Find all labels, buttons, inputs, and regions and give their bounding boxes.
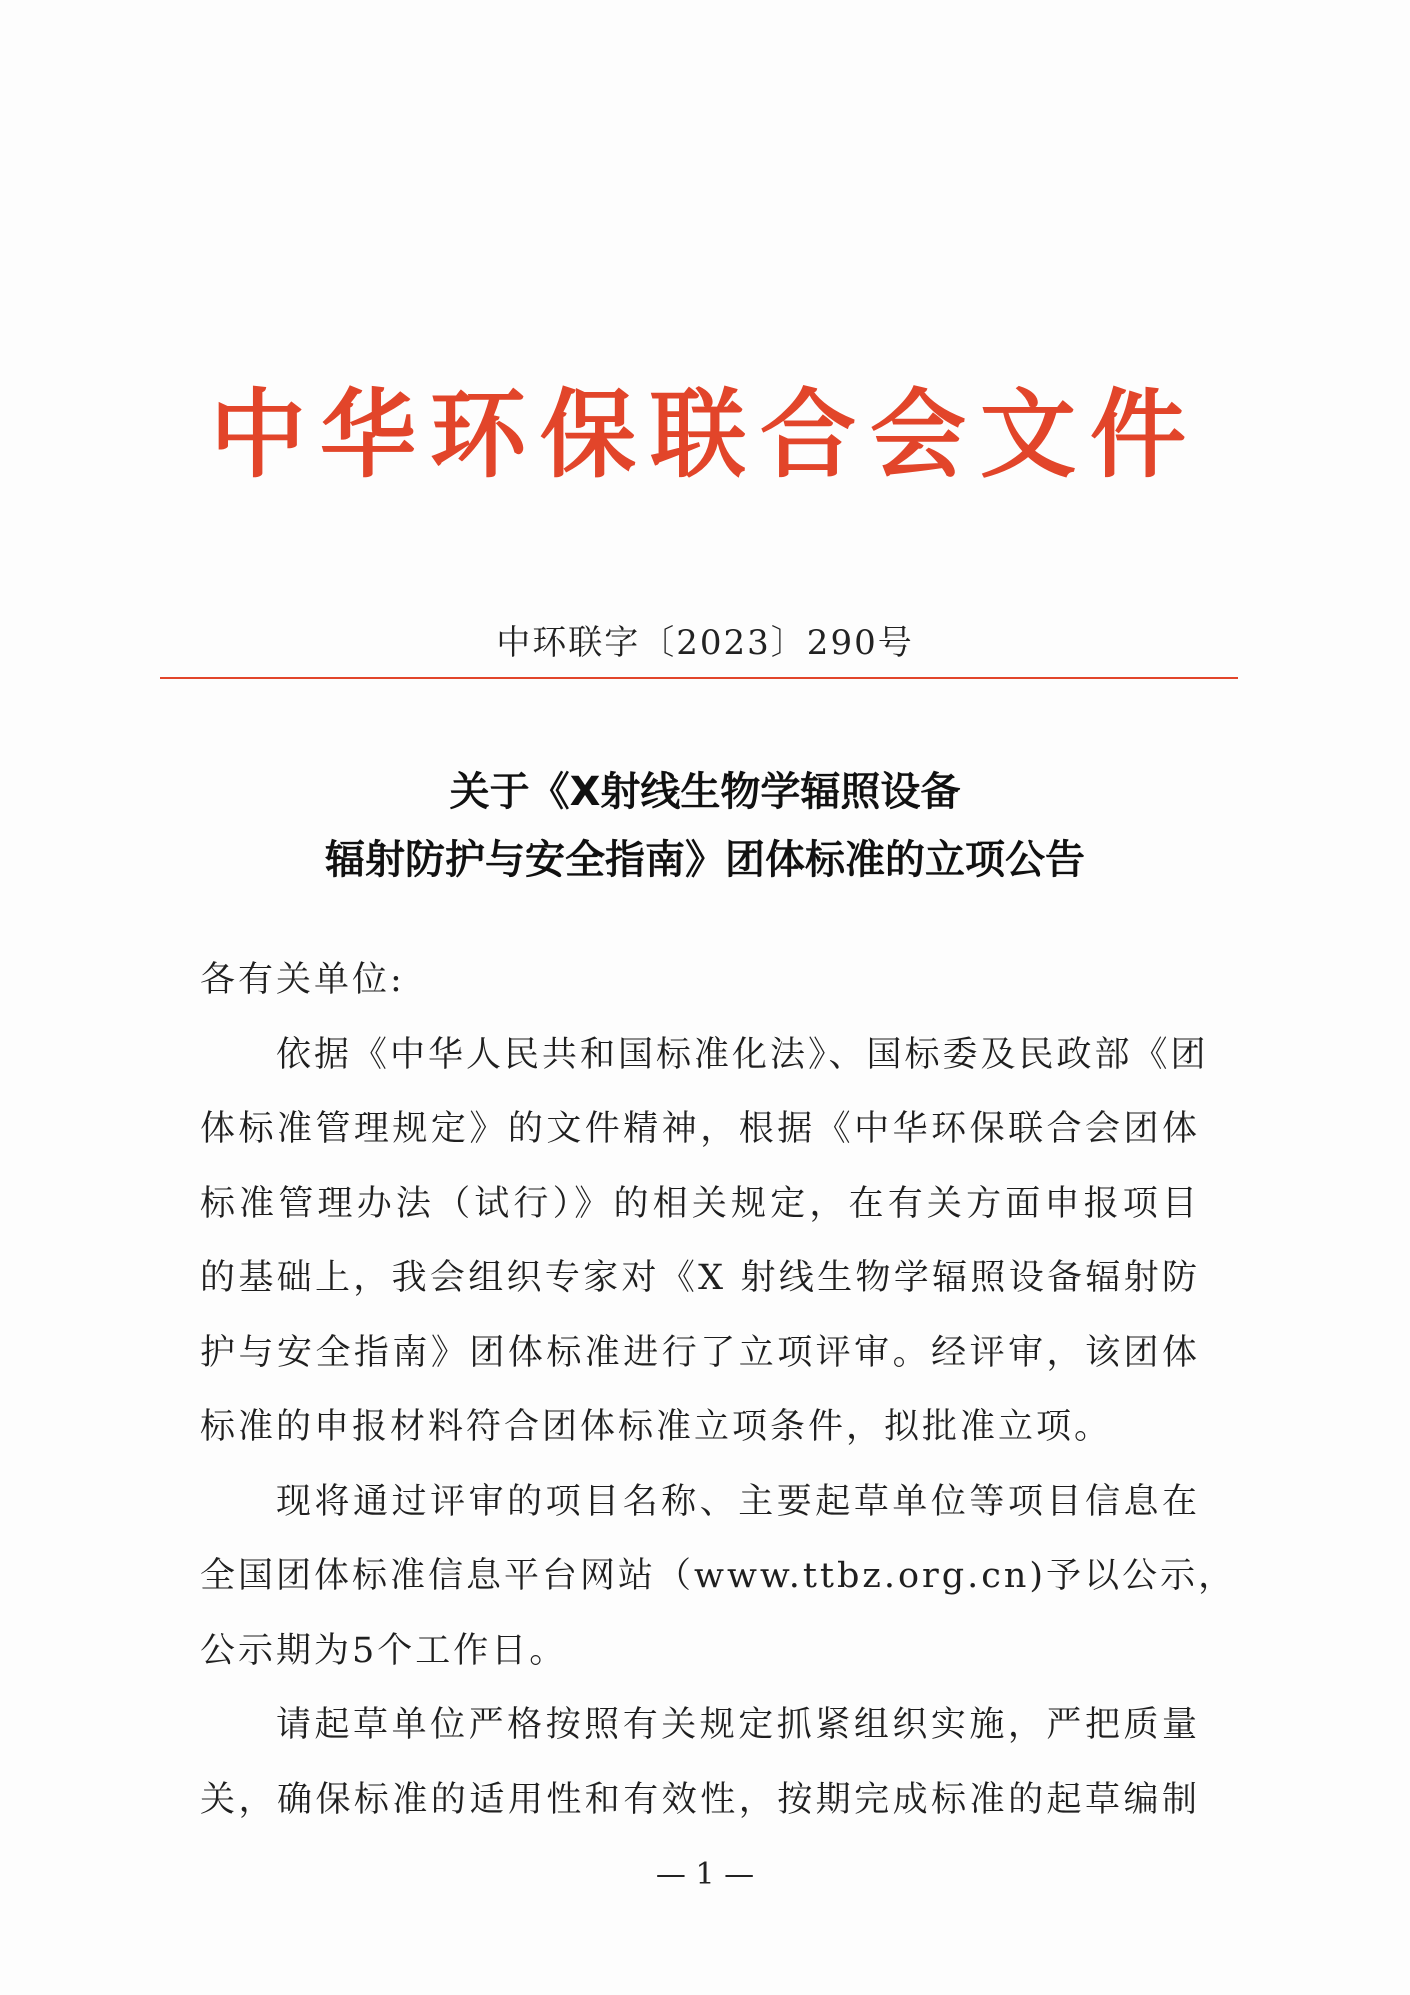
- body-line: 标准的申报材料符合团体标准立项条件，拟批准立项。: [200, 1407, 1113, 1447]
- body-line: 关，确保标准的适用性和有效性，按期完成标准的起草编制: [200, 1779, 1200, 1820]
- red-divider-line: [160, 677, 1238, 679]
- announcement-title: [0, 758, 1410, 894]
- document-number: 中环联字〔2023〕290号: [496, 623, 914, 663]
- body-line: 请起草单位严格按照有关规定抓紧组织实施，严把质量: [276, 1705, 1200, 1745]
- body-line: 的基础上，我会组织专家对《X 射线生物学辐照设备辐射防: [200, 1258, 1200, 1298]
- masthead-title: 中华环保联合会文件: [210, 379, 1200, 491]
- body-text: [200, 943, 1237, 1837]
- body-line: 依据《中华人民共和国标准化法》、国标委及民政部《团: [276, 1034, 1209, 1075]
- salutation: 各有关单位:: [200, 960, 405, 1000]
- title-line-2: 辐射防护与安全指南》团体标准的立项公告: [325, 837, 1085, 883]
- title-line-1: 关于《X射线生物学辐照设备: [449, 769, 961, 815]
- body-line: 公示期为5个工作日。: [200, 1630, 568, 1671]
- body-line: 标准管理办法（试行）》的相关规定，在有关方面申报项目: [200, 1183, 1200, 1224]
- body-line: 体标准管理规定》的文件精神，根据《中华环保联合会团体: [200, 1109, 1200, 1149]
- body-line: 现将通过评审的项目名称、主要起草单位等项目信息在: [276, 1481, 1200, 1522]
- body-line: 护与安全指南》团体标准进行了立项评审。经评审，该团体: [200, 1332, 1200, 1373]
- page-number: — 1 —: [655, 1857, 755, 1892]
- body-line: 全国团体标准信息平台网站（www.ttbz.org.cn)予以公示，: [200, 1556, 1237, 1596]
